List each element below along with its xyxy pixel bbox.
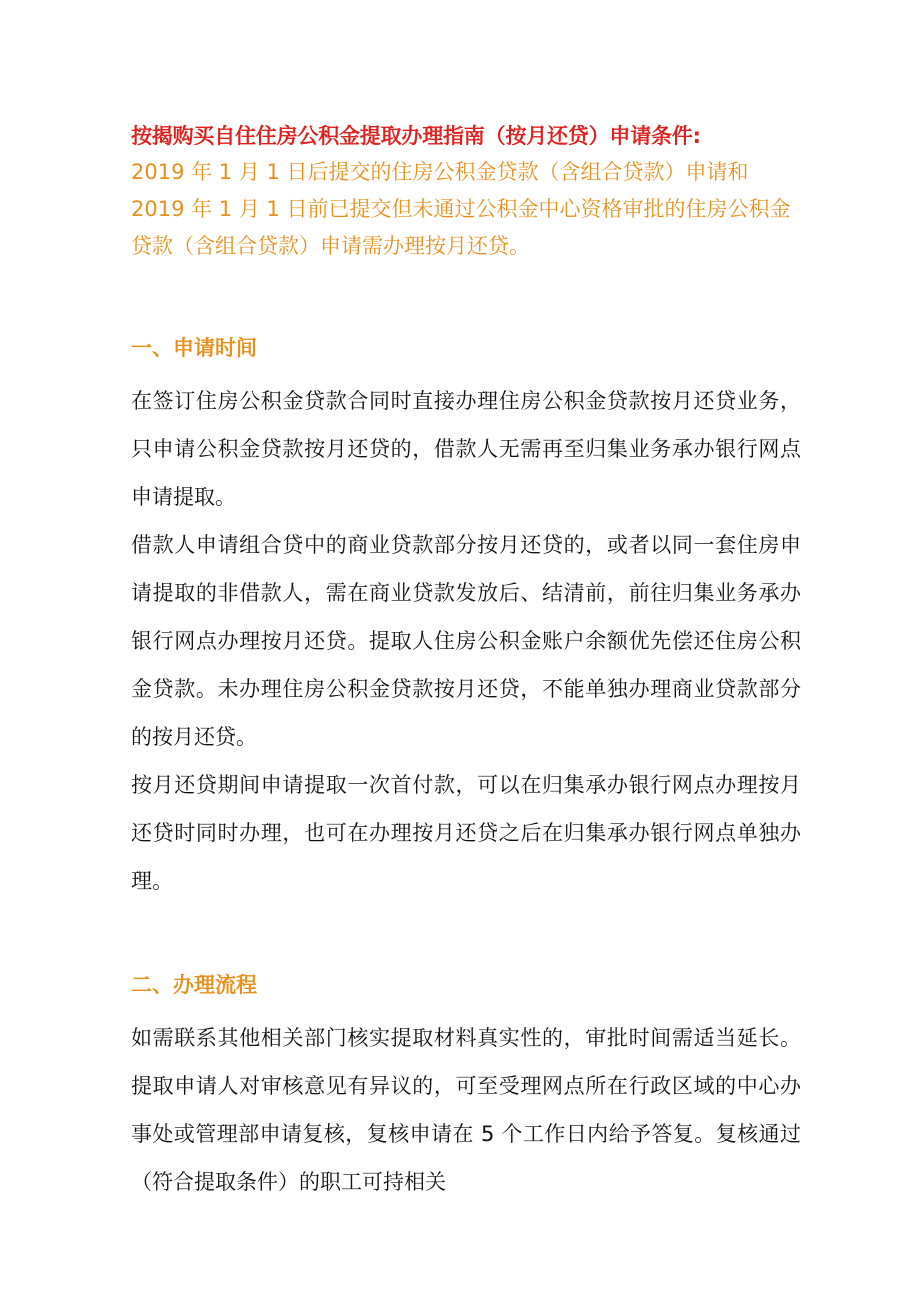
section-heading-application-time: 一、申请时间 — [131, 336, 257, 360]
paragraph: 按月还贷期间申请提取一次首付款，可以在归集承办银行网点办理按月还贷时同时办理，也可在办理按月还贷之后在归集承办银行网点单独办理。 — [131, 773, 801, 893]
section-body-application-time — [131, 377, 801, 905]
section-heading-process: 二、办理流程 — [131, 973, 257, 997]
paragraph: 在签订住房公积金贷款合同时直接办理住房公积金贷款按月还贷业务，只申请公积金贷款按月还贷的，借款人无需再至归集业务承办银行网点申请提取。 — [131, 389, 801, 509]
document-title: 按揭购买自住住房公积金提取办理指南（按月还贷）申请条件: — [131, 124, 701, 148]
paragraph: 借款人申请组合贷中的商业贷款部分按月还贷的，或者以同一套住房申请提取的非借款人，需在商业贷款发放后、结清前，前往归集业务承办银行网点办理按月还贷。提取人住房公积金账户余额优先偿还住房公积金贷款。未办理住房公积金贷款按月还贷，不能单独办理商业贷款部分的按月还贷。 — [131, 533, 801, 749]
document-page — [131, 118, 801, 1206]
section-body-process — [131, 1014, 801, 1206]
application-conditions-text: 2019 年 1 月 1 日后提交的住房公积金贷款（含组合贷款）申请和 2019 年 1 月 1 日前已提交但未通过公积金中心资格审批的住房公积金贷款（含组合贷款）申请需办理按月还贷。 — [131, 160, 791, 258]
paragraph: 如需联系其他相关部门核实提取材料真实性的，审批时间需适当延长。提取申请人对审核意见有异议的，可至受理网点所在行政区域的中心办事处或管理部申请复核，复核申请在 5 个工作日内给予答复。复核通过（符合提取条件）的职工可持相关 — [131, 1026, 801, 1194]
